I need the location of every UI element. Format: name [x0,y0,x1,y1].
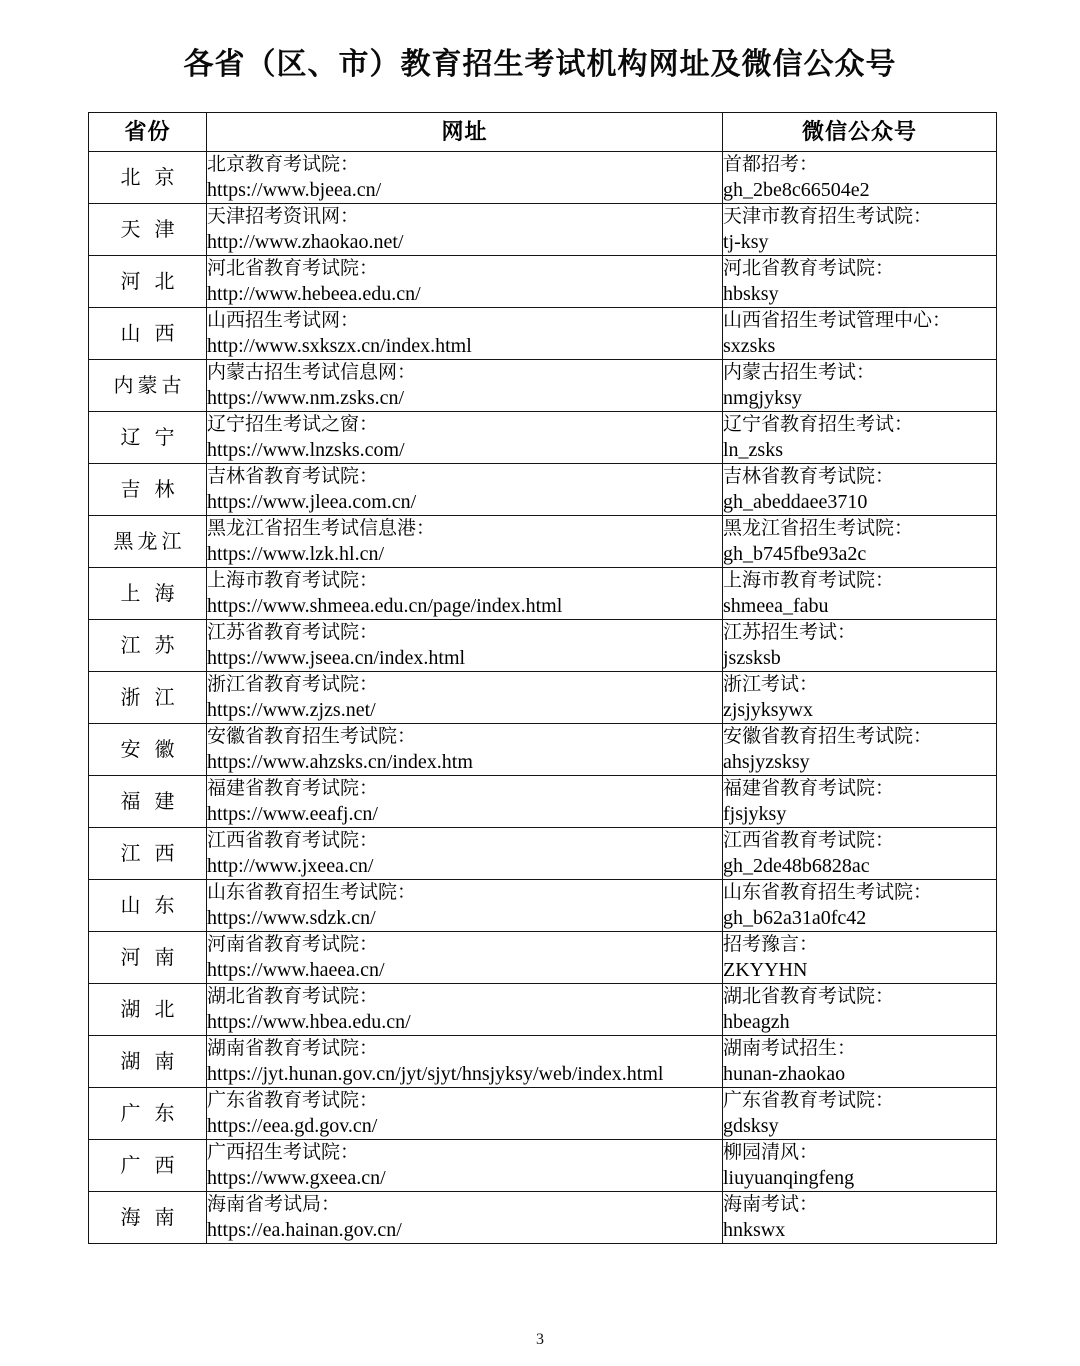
province-cell [89,516,207,568]
wechat-account-name: 山西省招生考试管理中心： [723,310,952,331]
website-url[interactable]: https://ea.hainan.gov.cn/ [207,1219,402,1241]
province-name: 广西 [120,1154,189,1177]
wechat-cell [723,464,997,516]
website-cell [207,984,723,1036]
website-cell [207,412,723,464]
wechat-account-id: hbeagzh [723,1011,790,1033]
wechat-account-name: 安徽省教育招生考试院： [723,726,933,747]
wechat-cell [723,828,997,880]
province-name: 上海 [120,582,189,605]
website-cell [207,152,723,204]
website-cell [207,516,723,568]
wechat-cell [723,1036,997,1088]
province-cell [89,828,207,880]
province-name: 安徽 [120,738,189,761]
wechat-cell [723,880,997,932]
wechat-cell [723,984,997,1036]
wechat-cell [723,308,997,360]
wechat-account-id: tj-ksy [723,231,769,253]
website-org-name: 山东省教育招生考试院： [207,882,417,903]
website-cell [207,672,723,724]
website-cell [207,1036,723,1088]
table-row [89,1192,997,1244]
website-org-name: 辽宁招生考试之窗： [207,414,379,435]
province-cell [89,724,207,776]
table-row [89,360,997,412]
website-cell [207,256,723,308]
wechat-cell [723,776,997,828]
website-org-name: 天津招考资讯网： [207,206,360,227]
website-org-name: 福建省教育考试院： [207,778,379,799]
website-org-name: 山西招生考试网： [207,310,360,331]
website-cell [207,932,723,984]
province-cell [89,308,207,360]
website-org-name: 吉林省教育考试院： [207,466,379,487]
wechat-account-id: ahsjyzsksy [723,751,810,773]
wechat-cell [723,516,997,568]
table-row [89,984,997,1036]
website-url[interactable]: https://www.eeafj.cn/ [207,803,378,825]
wechat-account-id: gh_2de48b6828ac [723,855,870,877]
table-body [89,152,997,1244]
province-cell [89,204,207,256]
website-org-name: 内蒙古招生考试信息网： [207,362,417,383]
wechat-account-id: fjsjyksy [723,803,787,825]
wechat-account-id: ln_zsks [723,439,783,461]
table-row [89,412,997,464]
province-name: 湖北 [120,998,189,1021]
province-cell [89,1036,207,1088]
province-table-container [88,112,996,1244]
province-cell [89,776,207,828]
province-name: 浙江 [120,686,189,709]
website-url[interactable]: http://www.zhaokao.net/ [207,231,404,253]
website-cell [207,620,723,672]
table-row [89,724,997,776]
website-org-name: 安徽省教育招生考试院： [207,726,417,747]
website-url[interactable]: https://www.hbea.edu.cn/ [207,1011,411,1033]
province-name: 河南 [120,946,189,969]
wechat-account-id: gh_abeddaee3710 [723,491,868,513]
website-cell [207,776,723,828]
website-cell [207,828,723,880]
website-cell [207,464,723,516]
column-header-website: 网址 [207,113,723,152]
wechat-account-id: zjsjyksywx [723,699,813,721]
wechat-cell [723,412,997,464]
website-url[interactable]: https://www.jleea.com.cn/ [207,491,417,513]
wechat-account-name: 吉林省教育考试院： [723,466,895,487]
wechat-account-name: 江西省教育考试院： [723,830,895,851]
wechat-account-name: 浙江考试： [723,674,819,695]
table-row [89,464,997,516]
province-name: 福建 [120,790,189,813]
wechat-cell [723,204,997,256]
website-org-name: 黑龙江省招生考试信息港： [207,518,436,539]
province-name: 北京 [120,166,189,189]
province-name: 内蒙古 [113,374,186,397]
wechat-account-name: 黑龙江省招生考试院： [723,518,914,539]
website-url[interactable]: https://www.sdzk.cn/ [207,907,376,929]
province-name: 天津 [120,218,189,241]
website-url[interactable]: https://www.lnzsks.com/ [207,439,405,461]
wechat-account-id: hbsksy [723,283,779,305]
table-row [89,776,997,828]
province-name: 江苏 [120,634,189,657]
province-cell [89,412,207,464]
province-cell [89,880,207,932]
table-row [89,932,997,984]
website-cell [207,1088,723,1140]
province-name: 吉林 [120,478,189,501]
website-url[interactable]: http://www.hebeea.edu.cn/ [207,283,421,305]
wechat-account-name: 广东省教育考试院： [723,1090,895,1111]
wechat-account-id: hnkswx [723,1219,786,1241]
wechat-account-name: 湖南考试招生： [723,1038,857,1059]
wechat-account-name: 福建省教育考试院： [723,778,895,799]
website-url[interactable]: http://www.jxeea.cn/ [207,855,374,877]
wechat-cell [723,932,997,984]
wechat-account-id: jszsksb [723,647,781,669]
table-row [89,568,997,620]
wechat-account-name: 天津市教育招生考试院： [723,206,933,227]
table-row [89,620,997,672]
website-cell [207,1192,723,1244]
province-name: 海南 [120,1206,189,1229]
table-row [89,1036,997,1088]
website-url[interactable]: https://www.bjeea.cn/ [207,179,382,201]
province-cell [89,360,207,412]
website-url[interactable]: https://www.nm.zsks.cn/ [207,387,405,409]
wechat-account-id: nmgjyksy [723,387,802,409]
website-org-name: 湖北省教育考试院： [207,986,379,1007]
table-row [89,1088,997,1140]
column-header-province: 省份 [89,113,207,152]
website-cell [207,1140,723,1192]
wechat-cell [723,724,997,776]
website-cell [207,360,723,412]
website-org-name: 湖南省教育考试院： [207,1038,379,1059]
province-cell [89,152,207,204]
website-url[interactable]: https://www.gxeea.cn/ [207,1167,386,1189]
table-row [89,152,997,204]
website-org-name: 河北省教育考试院： [207,258,379,279]
wechat-account-name: 辽宁省教育招生考试： [723,414,914,435]
wechat-cell [723,620,997,672]
table-header [89,113,997,152]
wechat-account-id: shmeea_fabu [723,595,829,617]
wechat-account-id: gh_b62a31a0fc42 [723,907,867,929]
province-name: 辽宁 [120,426,189,449]
wechat-cell [723,1088,997,1140]
website-url[interactable]: https://jyt.hunan.gov.cn/jyt/sjyt/hnsjyksy/web/index.html [207,1063,664,1085]
province-cell [89,932,207,984]
table-row [89,308,997,360]
province-cell [89,568,207,620]
website-org-name: 江苏省教育考试院： [207,622,379,643]
wechat-cell [723,256,997,308]
wechat-account-name: 首都招考： [723,154,819,175]
website-cell [207,568,723,620]
wechat-account-id: sxzsks [723,335,776,357]
province-cell [89,464,207,516]
province-exam-agency-table [88,112,997,1244]
province-cell [89,1088,207,1140]
province-cell [89,672,207,724]
province-cell [89,1140,207,1192]
column-header-wechat: 微信公众号 [723,113,997,152]
website-url[interactable]: http://www.sxkszx.cn/index.html [207,335,472,357]
wechat-account-id: liuyuanqingfeng [723,1167,855,1189]
website-org-name: 河南省教育考试院： [207,934,379,955]
table-row [89,828,997,880]
website-url[interactable]: https://www.zjzs.net/ [207,699,376,721]
province-cell [89,1192,207,1244]
website-org-name: 上海市教育考试院： [207,570,379,591]
wechat-account-name: 内蒙古招生考试： [723,362,876,383]
website-cell [207,724,723,776]
website-org-name: 浙江省教育考试院： [207,674,379,695]
table-header-row [89,113,997,152]
province-name: 湖南 [120,1050,189,1073]
table-row [89,1140,997,1192]
province-name: 山西 [120,322,189,345]
wechat-account-name: 湖北省教育考试院： [723,986,895,1007]
table-row [89,672,997,724]
website-url[interactable]: https://www.lzk.hl.cn/ [207,543,385,565]
wechat-cell [723,1140,997,1192]
website-cell [207,308,723,360]
website-org-name: 广东省教育考试院： [207,1090,379,1111]
province-cell [89,256,207,308]
wechat-cell [723,152,997,204]
website-url[interactable]: https://www.haeea.cn/ [207,959,385,981]
website-org-name: 北京教育考试院： [207,154,360,175]
province-cell [89,984,207,1036]
wechat-account-id: gh_2be8c66504e2 [723,179,870,201]
page-title: 各省（区、市）教育招生考试机构网址及微信公众号 [183,48,897,81]
wechat-account-id: gh_b745fbe93a2c [723,543,867,565]
website-org-name: 广西招生考试院： [207,1142,360,1163]
wechat-account-name: 江苏招生考试： [723,622,857,643]
province-name: 黑龙江 [113,530,186,553]
province-name: 河北 [120,270,189,293]
website-url[interactable]: https://www.jseea.cn/index.html [207,647,466,669]
website-url[interactable]: https://www.ahzsks.cn/index.htm [207,751,473,773]
wechat-account-id: hunan-zhaokao [723,1063,846,1085]
wechat-account-name: 海南考试： [723,1194,819,1215]
website-cell [207,880,723,932]
table-row [89,516,997,568]
wechat-account-name: 柳园清风： [723,1142,819,1163]
website-org-name: 江西省教育考试院： [207,830,379,851]
wechat-cell [723,568,997,620]
website-url[interactable]: https://www.shmeea.edu.cn/page/index.html [207,595,563,617]
province-cell [89,620,207,672]
website-org-name: 海南省考试局： [207,1194,341,1215]
website-cell [207,204,723,256]
table-row [89,880,997,932]
wechat-cell [723,1192,997,1244]
wechat-account-name: 山东省教育招生考试院： [723,882,933,903]
province-name: 广东 [120,1102,189,1125]
wechat-cell [723,360,997,412]
province-name: 江西 [120,842,189,865]
wechat-account-name: 招考豫言： [723,934,819,955]
table-row [89,256,997,308]
website-url[interactable]: https://eea.gd.gov.cn/ [207,1115,378,1137]
wechat-cell [723,672,997,724]
wechat-account-name: 河北省教育考试院： [723,258,895,279]
table-row [89,204,997,256]
wechat-account-id: gdsksy [723,1115,779,1137]
wechat-account-id: ZKYYHN [723,959,808,981]
page-number: 3 [536,1331,544,1348]
province-name: 山东 [120,894,189,917]
wechat-account-name: 上海市教育考试院： [723,570,895,591]
